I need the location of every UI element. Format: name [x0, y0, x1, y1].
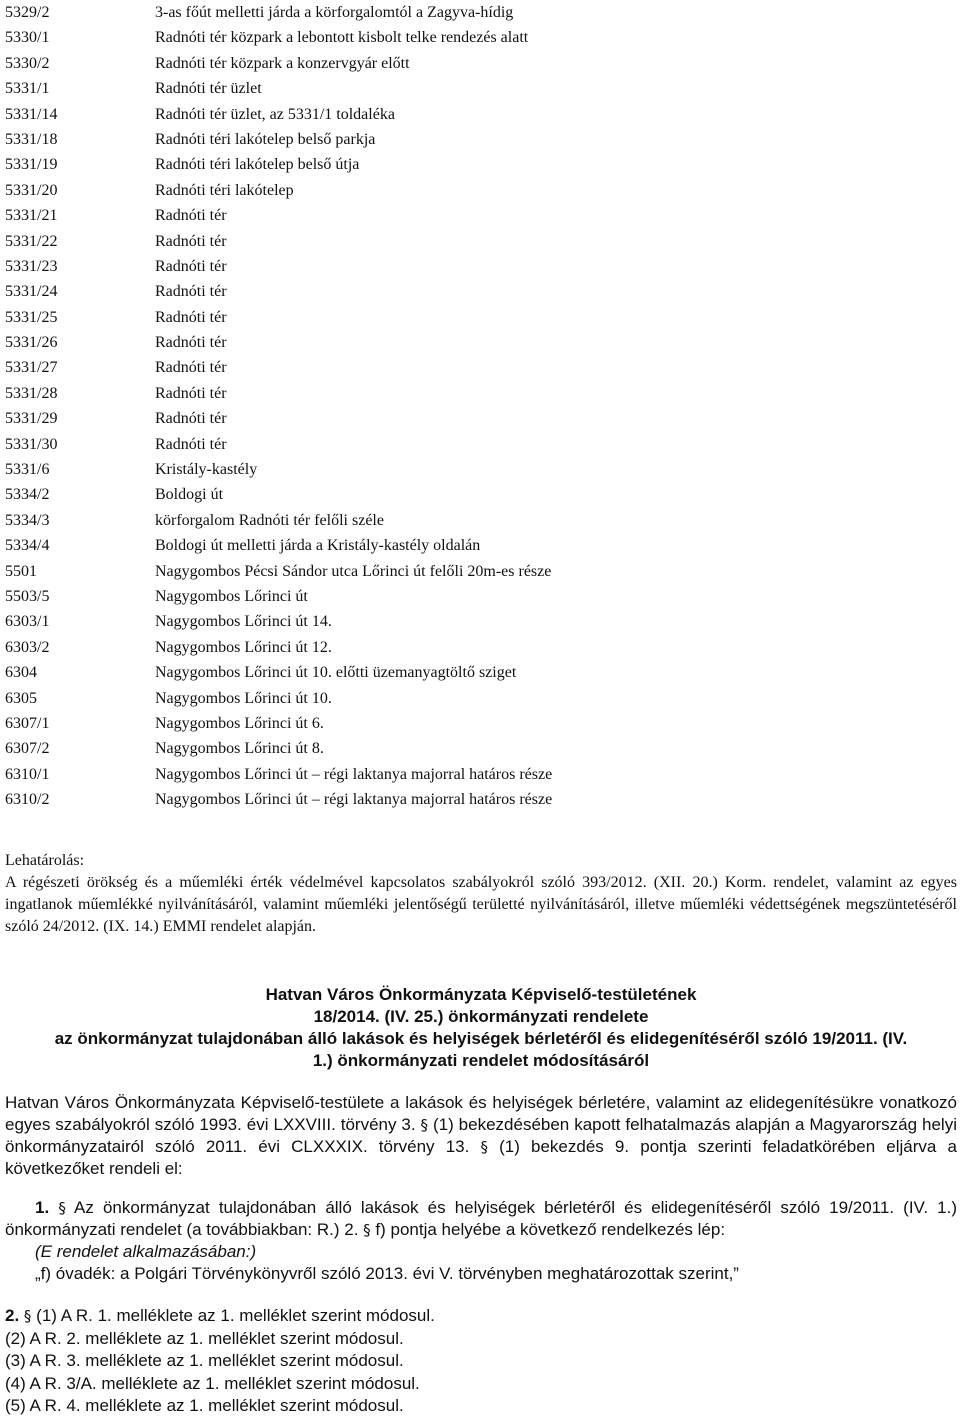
lehatarolas-heading: Lehatárolás:	[5, 852, 85, 869]
parcel-id: 5334/3	[5, 511, 50, 529]
parcel-id: 5331/18	[5, 130, 58, 148]
parcel-id: 5334/4	[5, 537, 50, 555]
parcel-id: 5331/23	[5, 257, 58, 275]
parcel-row	[5, 0, 935, 25]
parcel-row	[5, 787, 935, 812]
parcel-row	[5, 482, 935, 507]
parcel-description: Radnóti téri lakótelep belső útja	[155, 156, 360, 174]
parcel-description: Nagygombos Lőrinci út 10.	[155, 689, 332, 707]
parcel-id: 5329/2	[5, 4, 50, 21]
parcel-id: 5331/6	[5, 461, 50, 479]
parcel-row	[5, 686, 935, 711]
section-1-text2: f) pontja helyébe a következő rendelkezés lép:	[375, 1220, 726, 1239]
parcel-row	[5, 51, 935, 76]
parcel-row	[5, 635, 935, 660]
parcel-description: Radnóti tér közpark a konzervgyár előtt	[155, 54, 410, 72]
parcel-description: Radnóti tér	[155, 257, 227, 275]
parcel-description: Nagygombos Lőrinci út – régi laktanya majorral határos része	[155, 765, 553, 783]
section-1-number: 1.	[35, 1198, 50, 1217]
section-2-line5: (5) A R. 4. melléklete az 1. melléklet szerint módosul.	[5, 1396, 404, 1415]
section-1-quote: „f) óvadék: a Polgári Törvénykönyvről szóló 2013. évi V. törvényben meghatározottak szerint,”	[35, 1264, 739, 1283]
parcel-id: 5331/22	[5, 232, 58, 250]
parcel-row	[5, 305, 935, 330]
parcel-id: 5331/21	[5, 207, 58, 225]
parcel-id: 5331/28	[5, 384, 58, 402]
parcel-description: Radnóti tér	[155, 384, 227, 402]
parcel-description: Radnóti tér	[155, 410, 227, 428]
decree-title	[0, 984, 960, 1072]
parcel-row	[5, 584, 935, 609]
parcel-description: Radnóti tér	[155, 283, 227, 301]
parcel-row	[5, 533, 935, 558]
section-2	[5, 1305, 957, 1418]
decree-title-line2: 18/2014. (IV. 25.) önkormányzati rendelete	[313, 1007, 649, 1026]
parcel-id: 6307/1	[5, 714, 50, 732]
parcel-description: Radnóti tér üzlet, az 5331/1 toldaléka	[155, 105, 395, 123]
section-sign: §	[23, 1307, 32, 1325]
parcel-description: Radnóti tér	[155, 435, 227, 453]
section-1-main	[5, 1197, 957, 1241]
parcel-row	[5, 330, 935, 355]
section-sign: §	[58, 1199, 66, 1217]
section-1-quote-label: (E rendelet alkalmazásában:)	[35, 1242, 257, 1261]
parcel-description: Nagygombos Lőrinci út 14.	[155, 613, 332, 631]
parcel-id: 5331/24	[5, 283, 58, 301]
parcel-description: Radnóti téri lakótelep belső parkja	[155, 130, 376, 148]
parcel-description: Radnóti tér közpark a lebontott kisbolt telke rendezés alatt	[155, 29, 529, 47]
parcel-row	[5, 406, 935, 431]
section-2-number: 2.	[5, 1306, 20, 1325]
parcel-row	[5, 203, 935, 228]
parcel-description: Nagygombos Lőrinci út 12.	[155, 638, 332, 656]
parcel-id: 5331/14	[5, 105, 58, 123]
parcel-row	[5, 736, 935, 761]
parcel-id: 5330/2	[5, 54, 50, 72]
parcel-id: 5501	[5, 562, 37, 580]
parcel-description: Radnóti tér	[155, 308, 227, 326]
parcel-row	[5, 432, 935, 457]
parcel-row	[5, 25, 935, 50]
parcel-row	[5, 254, 935, 279]
parcel-id: 6310/1	[5, 765, 50, 783]
parcel-description: körforgalom Radnóti tér felőli széle	[155, 511, 384, 529]
parcel-description: Kristály-kastély	[155, 461, 258, 479]
parcel-id: 5334/2	[5, 486, 50, 504]
decree-title-line4: 1.) önkormányzati rendelet módosításáról	[312, 1051, 650, 1070]
section-2-line4: (4) A R. 3/A. melléklete az 1. melléklet szerint módosul.	[5, 1373, 420, 1393]
parcel-id: 5330/1	[5, 29, 50, 47]
parcel-row	[5, 178, 935, 203]
preamble-part2: (1) bekezdésében kapott felhatalmazás alapján a Magyarország helyi önkormányzatairól szóló 2011. évi CLXXXIX. törvény 13.	[5, 1115, 957, 1156]
parcel-description: Radnóti tér	[155, 207, 227, 225]
parcel-description: Nagygombos Lőrinci út – régi laktanya majorral határos része	[155, 791, 553, 809]
parcel-id: 5331/29	[5, 410, 58, 428]
decree-title-line3: az önkormányzat tulajdonában álló lakások és helyiségek bérletéről és elidegenítéséről szóló 19/2011. (IV.	[54, 1029, 908, 1048]
section-2-line1	[5, 1305, 957, 1328]
parcel-row	[5, 508, 935, 533]
section-1	[5, 1197, 957, 1285]
parcel-description: Nagygombos Lőrinci út 6.	[155, 714, 324, 732]
parcel-id: 6307/2	[5, 740, 50, 758]
parcel-description: Boldogi út melletti járda a Kristály-kastély oldalán	[155, 537, 481, 555]
section-2-line2: (2) A R. 2. melléklete az 1. melléklet szerint módosul.	[5, 1328, 404, 1348]
parcel-id: 6303/1	[5, 613, 50, 631]
preamble-part1: Hatvan Város Önkormányzata Képviselő-testülete a lakások és helyiségek bérletére, valamint az elidegenítésükre vonatkozó egyes szabályokról szóló 1993. évi LXXVIII. törvény 3.	[5, 1093, 957, 1134]
parcel-id: 5331/27	[5, 359, 58, 377]
preamble-part3: (1) bekezdés 9. pontja szerinti feladatkörében eljárva a következőket rendeli el:	[5, 1137, 957, 1178]
decree-title-line1: Hatvan Város Önkormányzata Képviselő-testületének	[265, 985, 697, 1004]
section-sign: §	[363, 1221, 371, 1239]
parcel-description: Radnóti tér	[155, 334, 227, 352]
parcel-row	[5, 152, 935, 177]
parcel-row	[5, 609, 935, 634]
parcel-description: Radnóti tér	[155, 359, 227, 377]
parcel-description: Radnóti tér	[155, 232, 227, 250]
parcel-description: 3-as főút melletti járda a körforgalomtól a Zagyva-hídig	[155, 4, 514, 21]
parcel-id: 5331/1	[5, 80, 50, 98]
parcel-id: 6305	[5, 689, 37, 707]
parcel-id: 6310/2	[5, 791, 50, 809]
parcel-description: Boldogi út	[155, 486, 224, 504]
parcel-row	[5, 660, 935, 685]
section-2-line3: (3) A R. 3. melléklete az 1. melléklet szerint módosul.	[5, 1351, 404, 1370]
parcel-description: Nagygombos Lőrinci út 10. előtti üzemanyagtöltő sziget	[155, 664, 517, 682]
parcel-id: 5331/20	[5, 181, 58, 199]
parcel-id: 5331/26	[5, 334, 58, 352]
parcel-row	[5, 229, 935, 254]
parcel-table	[5, 0, 935, 813]
parcel-description: Radnóti tér üzlet	[155, 80, 262, 98]
parcel-id: 6304	[5, 664, 37, 682]
parcel-id: 5503/5	[5, 587, 50, 605]
parcel-id: 6303/2	[5, 638, 50, 656]
section-1-text: Az önkormányzat tulajdonában álló lakások és helyiségek bérletéről és elidegenítéséről szóló 19/2011. (IV. 1.) önkormányzati rendelet (a továbbiakban: R.) 2.	[5, 1198, 957, 1239]
parcel-row	[5, 127, 935, 152]
parcel-row	[5, 559, 935, 584]
parcel-row	[5, 457, 935, 482]
parcel-row	[5, 102, 935, 127]
section-sign: §	[420, 1116, 429, 1134]
parcel-description: Nagygombos Pécsi Sándor utca Lőrinci út felőli 20m-es része	[155, 562, 552, 580]
parcel-description: Radnóti téri lakótelep	[155, 181, 294, 199]
parcel-row	[5, 711, 935, 736]
parcel-row	[5, 279, 935, 304]
parcel-row	[5, 762, 935, 787]
parcel-id: 5331/25	[5, 308, 58, 326]
parcel-description: Nagygombos Lőrinci út 8.	[155, 740, 324, 758]
parcel-row	[5, 381, 935, 406]
decree-preamble	[5, 1092, 957, 1180]
parcel-row	[5, 355, 935, 380]
lehatarolas-section	[5, 850, 957, 938]
parcel-id: 5331/19	[5, 156, 58, 174]
section-sign: §	[480, 1138, 488, 1156]
parcel-row	[5, 76, 935, 101]
section-2-text1: (1) A R. 1. melléklete az 1. melléklet szerint módosul.	[36, 1306, 435, 1325]
parcel-description: Nagygombos Lőrinci út	[155, 587, 308, 605]
parcel-id: 5331/30	[5, 435, 58, 453]
lehatarolas-text: A régészeti örökség és a műemléki érték védelmével kapcsolatos szabályokról szóló 393/2012. (XII. 20.) Korm. rendelet, valamint az egyes ingatlanok műemlékké nyilvánításáról, valamint műemléki jelentőségű területté nyilvánításáról, illetve műemléki védettségének megszüntetéséről szóló 24/2012. (IX. 14.) EMMI rendelet alapján.	[5, 874, 957, 935]
